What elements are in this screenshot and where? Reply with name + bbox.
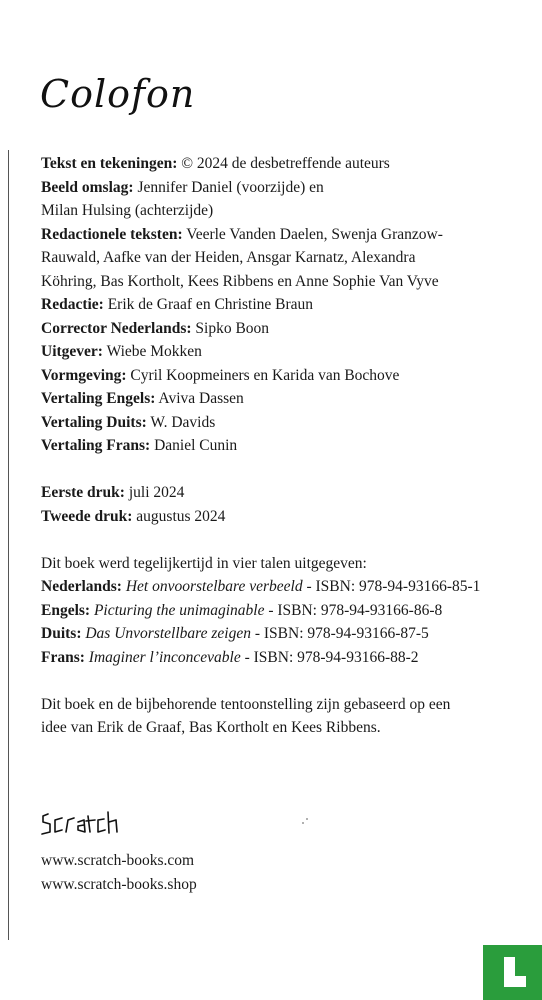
credit-value: W. Davids xyxy=(146,413,216,431)
credit-label: Vertaling Engels: xyxy=(41,390,156,407)
credit-value: Köhring, Bas Kortholt, Kees Ribbens en Anne Sophie Van Vyve xyxy=(41,272,439,290)
website-links xyxy=(41,849,197,897)
print-line xyxy=(41,481,521,505)
credit-line xyxy=(41,387,521,411)
book-title: Das Unvorstellbare zeigen xyxy=(85,625,251,642)
credit-value: Milan Hulsing (achterzijde) xyxy=(41,202,214,219)
credit-value: Jennifer Daniel (voorzijde) en xyxy=(133,178,324,196)
credit-line xyxy=(41,364,521,388)
language-label: Engels: xyxy=(41,601,91,619)
credit-value: Erik de Graaf en Christine Braun xyxy=(103,296,314,313)
spacer xyxy=(41,669,521,693)
isbn: - ISBN: 978-94-93166-86-8 xyxy=(264,601,443,619)
credit-label: Vertaling Duits: xyxy=(41,413,147,431)
credit-line xyxy=(41,223,521,247)
book-title: Imaginer l’inconcevable xyxy=(88,648,241,666)
spacer xyxy=(41,458,521,482)
print-label: Tweede druk: xyxy=(41,507,133,525)
note-line: idee van Erik de Graaf, Bas Kortholt en Kees Ribbens. xyxy=(41,719,381,736)
credit-value: Wiebe Mokken xyxy=(102,343,202,360)
credit-value: Sipko Boon xyxy=(191,319,270,337)
credit-label: Vertaling Frans: xyxy=(41,437,151,454)
margin-rule xyxy=(8,150,9,940)
scratch-signature-logo xyxy=(40,808,140,845)
colophon-text xyxy=(41,152,521,740)
credit-line xyxy=(41,199,521,223)
credit-label: Vormgeving: xyxy=(41,366,127,384)
languages-intro: Dit boek werd tegelijkertijd in vier talen uitgegeven: xyxy=(41,554,367,572)
spacer xyxy=(41,528,521,552)
credit-line xyxy=(41,340,521,364)
print-value: juli 2024 xyxy=(124,484,185,501)
credit-value: Daniel Cunin xyxy=(150,437,238,454)
print-value: augustus 2024 xyxy=(132,507,226,525)
website-link[interactable]: www.scratch-books.com xyxy=(41,852,195,869)
credit-value: Aviva Dassen xyxy=(155,390,244,407)
watermark-logo xyxy=(483,945,542,1000)
credit-label: Beeld omslag: xyxy=(41,178,134,196)
logo-l-foot xyxy=(504,976,526,987)
website-link[interactable]: www.scratch-books.shop xyxy=(41,876,197,893)
credit-line xyxy=(41,317,521,341)
language-line xyxy=(41,622,521,646)
note-line: Dit boek en de bijbehorende tentoonstelling zijn gebaseerd op een xyxy=(41,695,451,713)
credit-label: Corrector Nederlands: xyxy=(41,319,192,337)
credit-label: Uitgever: xyxy=(41,343,103,360)
credit-line xyxy=(41,293,521,317)
speck xyxy=(302,822,304,824)
book-title: Het onvoorstelbare verbeeld xyxy=(125,578,303,595)
credit-line xyxy=(41,434,521,458)
language-label: Nederlands: xyxy=(41,578,122,595)
isbn: - ISBN: 978-94-93166-87-5 xyxy=(250,625,429,642)
speck xyxy=(306,818,308,820)
credit-line xyxy=(41,270,521,294)
signature-drawing xyxy=(40,808,140,840)
print-line xyxy=(41,505,521,529)
credit-line xyxy=(41,152,521,176)
credit-label: Tekst en tekeningen: xyxy=(41,155,178,172)
language-label: Duits: xyxy=(41,625,82,642)
language-line xyxy=(41,646,521,670)
language-line xyxy=(41,599,521,623)
book-title: Picturing the unimaginable xyxy=(93,601,265,619)
isbn: - ISBN: 978-94-93166-85-1 xyxy=(302,578,481,595)
credit-label: Redactie: xyxy=(41,296,104,313)
credit-line xyxy=(41,246,521,270)
page-title: Colofon xyxy=(40,72,196,116)
credit-line xyxy=(41,176,521,200)
credit-label: Redactionele teksten: xyxy=(41,225,183,243)
credit-value: Rauwald, Aafke van der Heiden, Ansgar Karnatz, Alexandra xyxy=(41,249,416,266)
isbn: - ISBN: 978-94-93166-88-2 xyxy=(240,648,419,666)
credit-line xyxy=(41,411,521,435)
credit-value: Veerle Vanden Daelen, Swenja Granzow- xyxy=(182,225,443,243)
language-label: Frans: xyxy=(41,648,85,666)
print-label: Eerste druk: xyxy=(41,484,125,501)
credit-value: © 2024 de desbetreffende auteurs xyxy=(177,155,390,172)
language-line xyxy=(41,575,521,599)
credit-value: Cyril Koopmeiners en Karida van Bochove xyxy=(126,366,400,384)
